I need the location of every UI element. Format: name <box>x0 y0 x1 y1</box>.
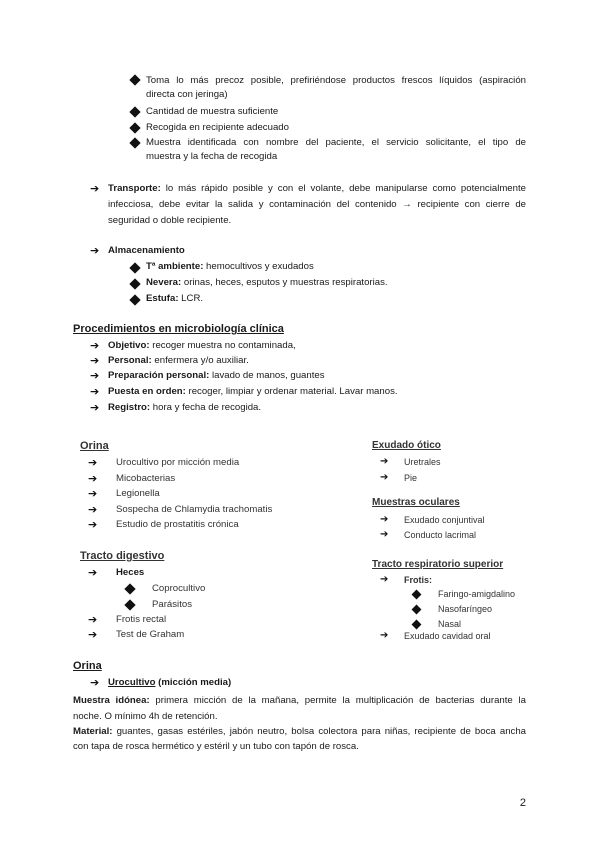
ocular-item-1: Exudado conjuntival <box>404 515 485 525</box>
arrow-icon: ➔ <box>88 473 98 485</box>
arrow-icon: ➔ <box>90 677 100 689</box>
arrow-icon: ➔ <box>88 629 98 641</box>
arrow-icon: ➔ <box>90 340 100 352</box>
tracto-digestivo-title: Tracto digestivo <box>80 550 165 562</box>
heces-label: Heces <box>116 567 145 578</box>
arrow-icon: ➔ <box>90 183 100 195</box>
resp-item-1: Exudado cavidad oral <box>404 631 491 641</box>
muestra-idonea-line1: Muestra idónea: primera micción de la mañana, permite la multiplicación de bacterias durante la <box>73 695 526 706</box>
transporte-line1: Transporte: lo más rápido posible y con el volante, debe manipularse como potencialmente <box>108 183 526 194</box>
arrow-icon: ➔ <box>90 386 100 398</box>
orina-item-4: Sospecha de Chlamydia trachomatis <box>116 504 273 515</box>
sample-bullet-3: Recogida en recipiente adecuado <box>146 122 289 133</box>
orina-item-3: Legionella <box>116 488 160 499</box>
arrow-icon: ➔ <box>380 574 389 585</box>
proc-item-5: Registro: hora y fecha de recogida. <box>108 402 262 413</box>
exudado-otico-title: Exudado ótico <box>372 440 441 451</box>
frotis-item-1: Faringo-amigdalino <box>438 589 516 599</box>
urocultivo-subtitle: Urocultivo (micción media) <box>108 677 232 688</box>
orina-item-2: Micobacterias <box>116 473 176 484</box>
sample-bullet-4-cont: muestra y la fecha de recogida <box>146 151 278 162</box>
almacenamiento-item-2: Nevera: orinas, heces, esputos y muestras respiratorias. <box>146 277 388 288</box>
sample-bullet-2: Cantidad de muestra suficiente <box>146 106 279 117</box>
arrow-icon: ➔ <box>380 630 389 641</box>
proc-item-2: Personal: enfermera y/o auxiliar. <box>108 355 249 366</box>
frotis-item-3: Nasal <box>438 619 462 629</box>
transporte-line2: infecciosa, debe evitar la salida y contaminación del contenido → recipiente con cierre de <box>108 199 526 210</box>
frotis-item-2: Nasofaríngeo <box>438 604 493 614</box>
material-line2: con tapa de rosca hermético y estéril y un tubo con tapón de rosca. <box>73 741 359 752</box>
orina-item-1: Urocultivo por micción media <box>116 457 240 468</box>
almacenamiento-label: Almacenamiento <box>108 245 185 256</box>
otico-item-1: Uretrales <box>404 457 441 467</box>
muestras-oculares-title: Muestras oculares <box>372 497 460 508</box>
arrow-icon: ➔ <box>90 355 100 367</box>
ocular-item-2: Conducto lacrimal <box>404 530 477 540</box>
arrow-icon: ➔ <box>88 614 98 626</box>
arrow-icon: ➔ <box>380 514 389 525</box>
transporte-line3: seguridad o doble recipiente. <box>108 215 232 226</box>
arrow-icon: ➔ <box>88 504 98 516</box>
tracto-resp-title: Tracto respiratorio superior <box>372 559 504 570</box>
arrow-icon: ➔ <box>88 488 98 500</box>
arrow-icon: ➔ <box>88 457 98 469</box>
heces-item-2: Parásitos <box>152 599 192 610</box>
procedimientos-title: Procedimientos en microbiología clínica <box>73 323 284 335</box>
proc-item-3: Preparación personal: lavado de manos, guantes <box>108 370 325 381</box>
proc-item-1: Objetivo: recoger muestra no contaminada, <box>108 340 296 351</box>
arrow-icon: ➔ <box>380 472 389 483</box>
arrow-icon: ➔ <box>88 567 98 579</box>
almacenamiento-item-1: Tª ambiente: hemocultivos y exudados <box>146 261 314 272</box>
digestivo-item-1: Frotis rectal <box>116 614 167 625</box>
orina-item-5: Estudio de prostatitis crónica <box>116 519 239 530</box>
sample-bullet-1: Toma lo más precoz posible, prefiriéndose productos frescos líquidos (aspiración <box>146 75 526 86</box>
muestra-idonea-line2: noche. O mínimo 4h de retención. <box>73 711 218 722</box>
arrow-icon: ➔ <box>90 245 100 257</box>
sample-bullet-4: Muestra identificada con nombre del paciente, el servicio solicitante, el tipo de <box>146 137 526 148</box>
arrow-icon: ➔ <box>90 370 100 382</box>
arrow-icon: ➔ <box>380 529 389 540</box>
frotis-label: Frotis: <box>404 575 432 585</box>
sample-bullet-1-cont: directa con jeringa) <box>146 89 228 100</box>
proc-item-4: Puesta en orden: recoger, limpiar y ordenar material. Lavar manos. <box>108 386 398 397</box>
heces-item-1: Coprocultivo <box>152 583 206 594</box>
arrow-icon: ➔ <box>90 402 100 414</box>
material-line1: Material: guantes, gasas estériles, jabón neutro, bolsa colectora para niñas, recipiente de boca ancha <box>73 726 526 737</box>
otico-item-2: Pie <box>404 473 418 483</box>
digestivo-item-2: Test de Graham <box>116 629 185 640</box>
almacenamiento-item-3: Estufa: LCR. <box>146 293 204 304</box>
page-number: 2 <box>519 797 526 809</box>
orina-section-title: Orina <box>73 660 102 672</box>
arrow-icon: ➔ <box>88 519 98 531</box>
arrow-icon: ➔ <box>380 456 389 467</box>
orina-box-title: Orina <box>80 440 109 452</box>
